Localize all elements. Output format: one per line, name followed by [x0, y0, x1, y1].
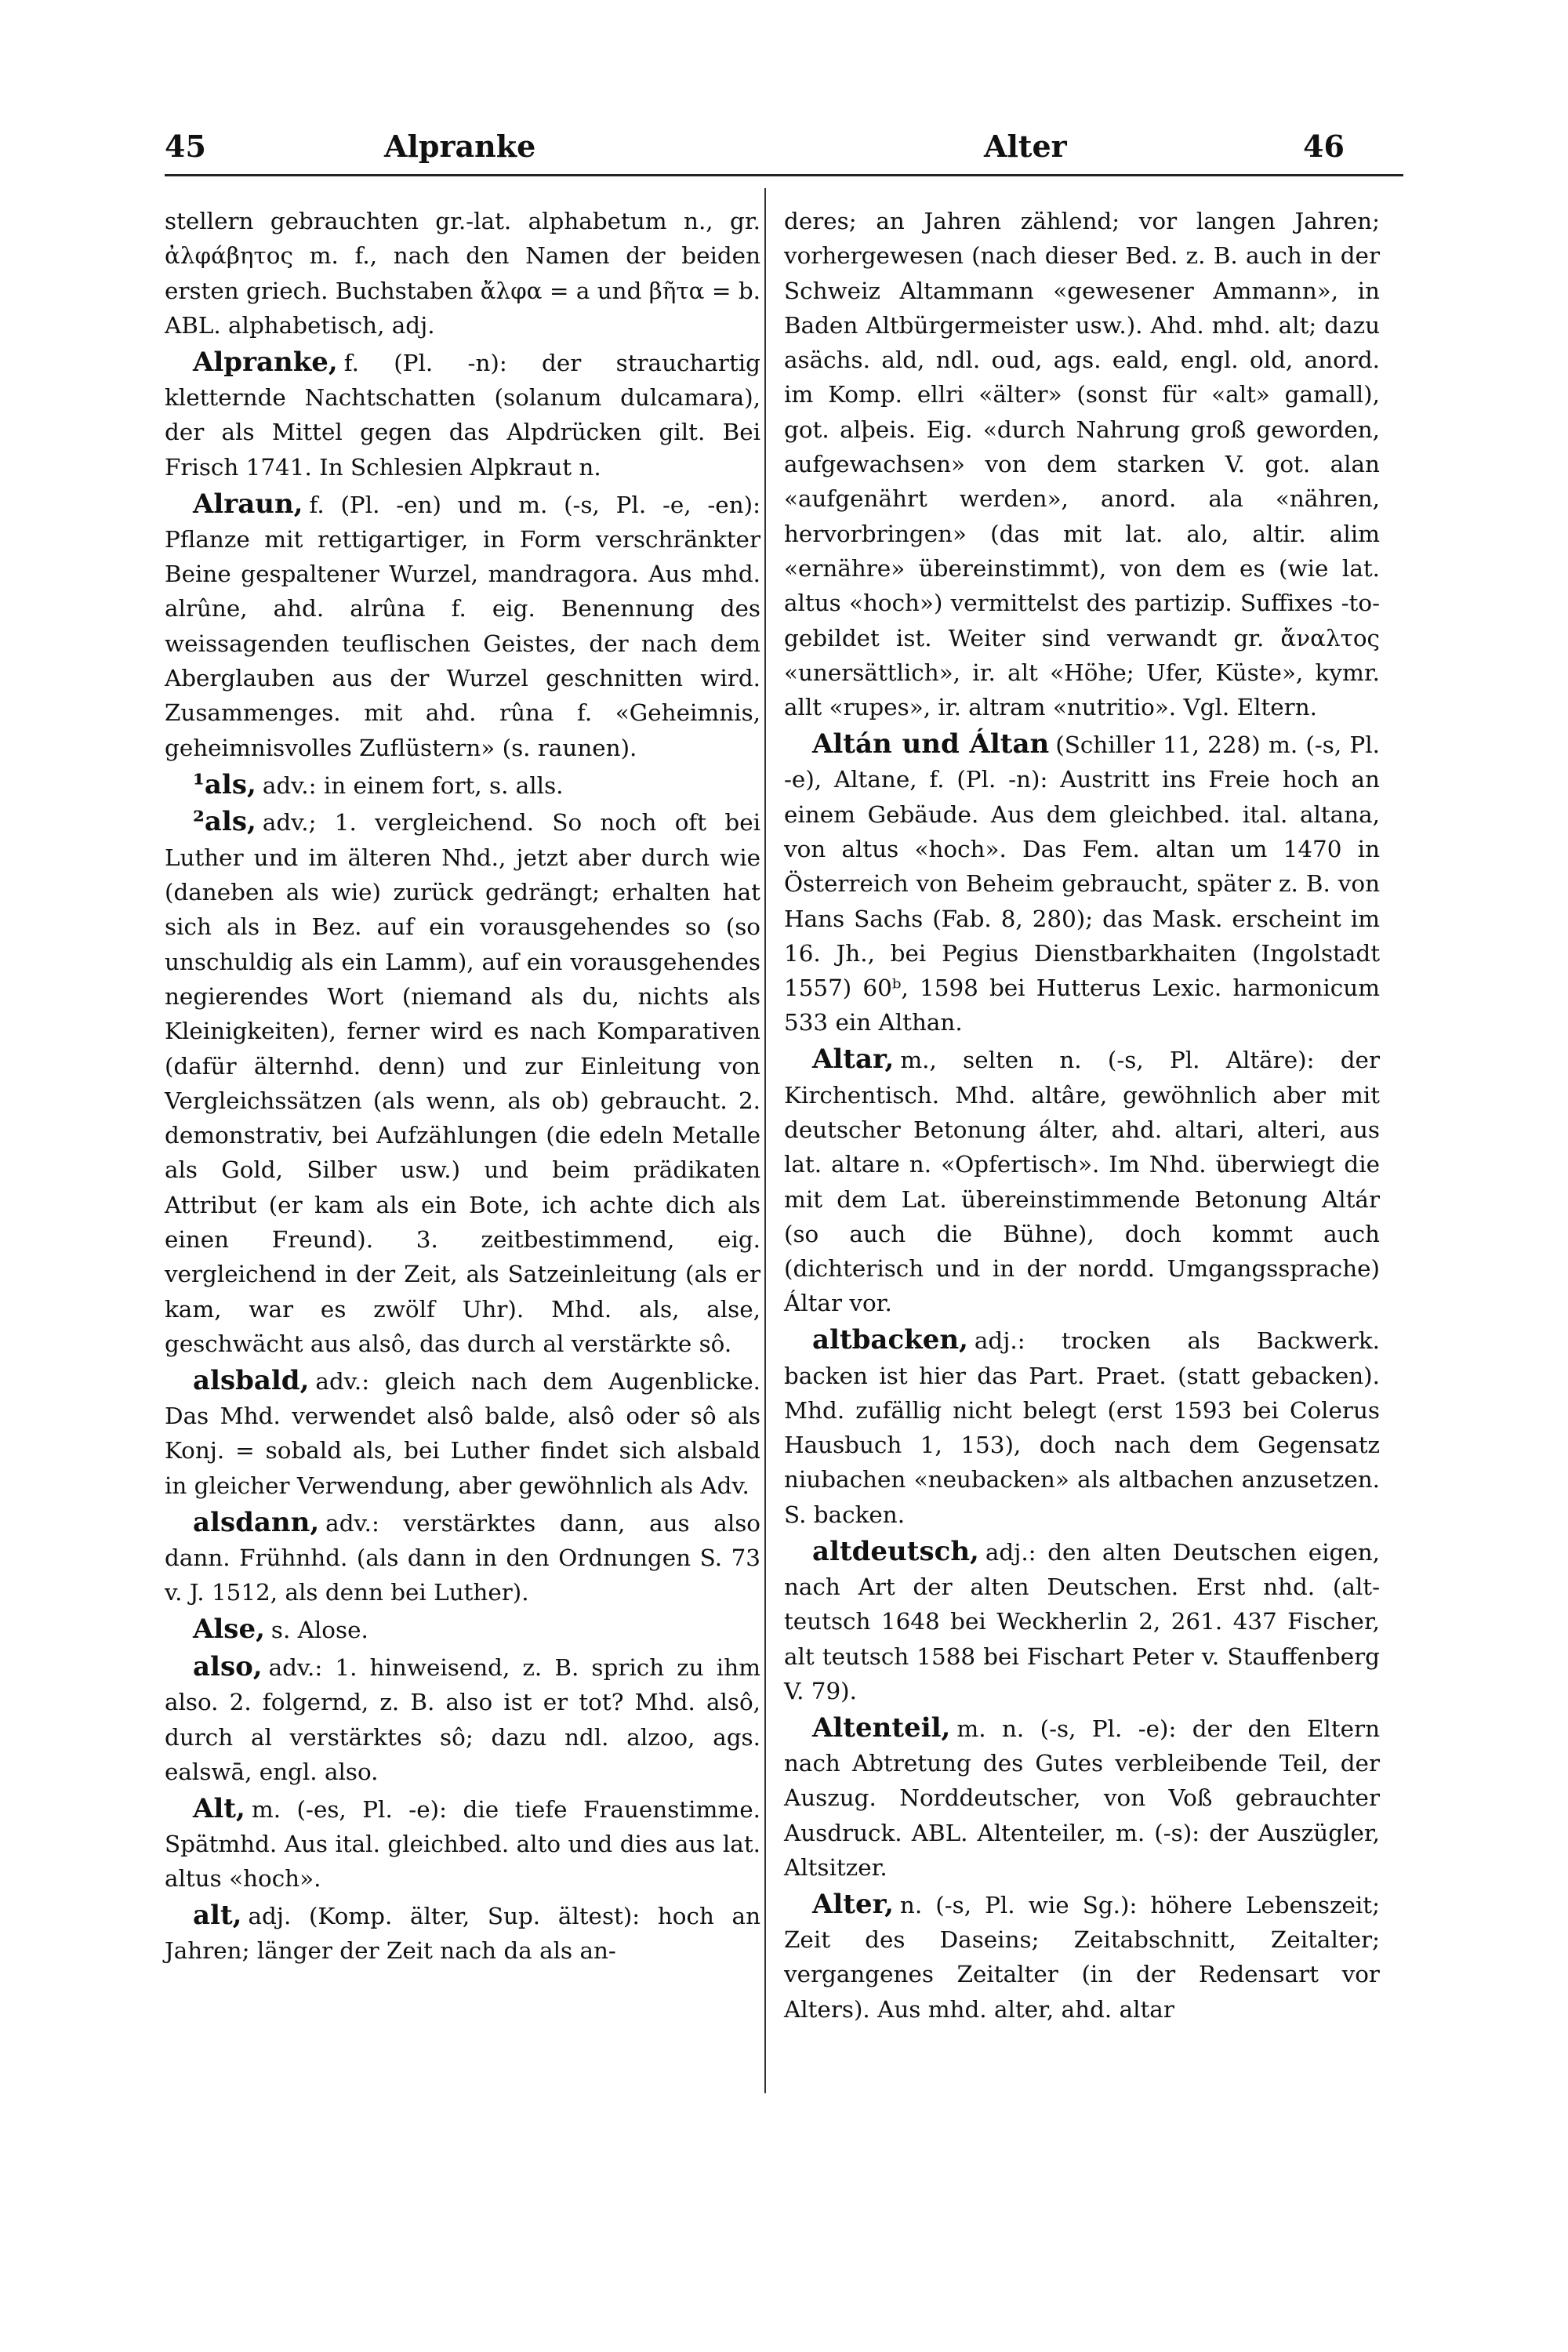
dictionary-entry [784, 727, 1380, 1040]
entry-headword: Altar, [812, 1044, 895, 1076]
dictionary-entry [784, 1042, 1380, 1320]
entry-headword: also, [193, 1650, 263, 1682]
dictionary-entry [784, 1323, 1380, 1532]
left-running-head: Alpranke [384, 129, 536, 164]
entry-text: (Schiller 11, 228) m. (-s, Pl. -e), Altane, f. (Pl. -n): Austritt ins Freie hoch an einem Gebäude. Aus dem gleichbed. ital. altana, von altus «hoch». Das Fem. altan um 1470 in Österreich von Beheim gebraucht, später z. B. von Hans Sachs (Fab. 8, 280); das Mask. erscheint im 16. Jh., bei Pegius Dienstbarkhaiten (Ingolstadt 1557) 60ᵇ, 1598 bei Hutterus Lexic. harmonicum 533 ein Althan. [784, 731, 1381, 1036]
dictionary-entry [165, 487, 760, 765]
entry-text: adv.: in einem fort, s. alls. [262, 771, 564, 799]
entry-text: f. (Pl. -en) und m. (-s, Pl. -e, -en): Pflanze mit rettigartiger, in Form verschränkter Beine gespaltener Wurzel, mandragora. Aus mhd. alrûne, ahd. alrûna f. eig. Benennung des weissagenden teuflischen Geistes, der nach dem Aberglauben aus der Wurzel geschnitten wird. Zusammenges. mit ahd. rûna f. «Geheimnis, geheimnisvolles Zuflüstern» (s. raunen). [165, 491, 760, 761]
dictionary-entry [784, 204, 1380, 724]
dictionary-entry [165, 1898, 760, 1969]
entry-text: m., selten n. (-s, Pl. Altäre): der Kirchentisch. Mhd. altâre, gewöhnlich aber mit deutscher Betonung álter, ahd. altari, alteri, aus lat. altare n. «Opfertisch». Im Nhd. überwiegt die mit dem Lat. übereinstimmende Betonung Altár (so auch die Bühne), doch kommt auch (dichterisch und in der nordd. Umgangssprache) Áltar vor. [784, 1047, 1380, 1317]
right-column [784, 204, 1380, 2029]
entry-headword: altbacken, [812, 1324, 968, 1356]
entry-headword: alsbald, [193, 1364, 310, 1396]
entry-headword: Altán und Áltan [812, 728, 1050, 760]
entry-headword: altdeutsch, [812, 1535, 979, 1567]
entry-text: adv.: gleich nach dem Augenblicke. Das Mhd. verwendet alsô balde, alsô oder sô als Konj. = sobald als, bei Luther findet sich alsbald in gleicher Verwendung, aber gewöhnlich als Adv. [165, 1367, 760, 1499]
entry-text: s. Alose. [270, 1617, 368, 1644]
dictionary-entry [165, 1505, 760, 1610]
dictionary-entry [784, 1887, 1380, 2027]
header-rule [165, 174, 1403, 176]
dictionary-entry [165, 1791, 760, 1896]
dictionary-entry [165, 345, 760, 485]
left-column [165, 204, 760, 1970]
column-divider [764, 188, 766, 2093]
entry-text: adj.: trocken als Backwerk. backen ist hier das Part. Praet. (statt gebacken). Mhd. zufällig nicht belegt (erst 1593 bei Colerus Hausbuch 1, 153), doch nach dem Gegensatz niubachen «neubacken» als altbachen anzusetzen. S. backen. [784, 1327, 1380, 1528]
dictionary-entry [784, 1711, 1380, 1885]
entry-text: adv.: verstärktes dann, aus also dann. Frühnhd. (als dann in den Ordnungen S. 73 v. J. 1512, als denn bei Luther). [165, 1509, 760, 1606]
entry-headword: Alpranke, [193, 346, 338, 378]
dictionary-entry [165, 804, 760, 1361]
left-page-number: 45 [165, 129, 206, 164]
dictionary-entry [784, 1534, 1380, 1708]
entry-text: f. (Pl. -n): der strauchartig kletternde Nachtschatten (solanum dulcamara), der als Mittel gegen das Alpdrücken gilt. Bei Frisch 1741. In Schlesien Alpkraut n. [165, 349, 760, 481]
entry-text: m. (-es, Pl. -e): die tiefe Frauenstimme. Spätmhd. Aus ital. gleichbed. alto und dies aus lat. altus «hoch». [165, 1795, 760, 1893]
entry-text: deres; an Jahren zählend; vor langen Jahren; vorhergewesen (nach dieser Bed. z. B. auch in der Schweiz Altammann «gewesener Ammann», in Baden Altbürgermeister usw.). Ahd. mhd. alt; dazu asächs. ald, ndl. oud, ags. eald, engl. old, anord. im Komp. ellri «älter» (sonst für «alt» gamall), got. alþeis. Eig. «durch Nahrung groß geworden, aufgewachsen» von dem starken V. got. alan «aufgenährt werden», anord. ala «nähren, hervorbringen» (das mit lat. alo, altir. alim «ernähre» übereinstimmt), von dem es (wie lat. altus «hoch») vermittelst des partizip. Suffixes -to- gebildet ist. Weiter sind verwandt gr. ἄναλτος «unersättlich», ir. alt «Höhe; Ufer, Küste», kymr. allt «rupes», ir. altram «nutritio». Vgl. Eltern. [784, 208, 1380, 721]
entry-headword: Alse, [193, 1613, 265, 1646]
right-page-number: 46 [1303, 129, 1345, 164]
dictionary-entry [165, 1363, 760, 1503]
dictionary-entry [165, 1650, 760, 1789]
entry-headword: ¹als, [193, 768, 256, 800]
entry-headword: alsdann, [193, 1506, 320, 1538]
dictionary-entry [165, 768, 760, 803]
entry-headword: Altenteil, [812, 1711, 951, 1744]
right-running-head: Alter [984, 129, 1067, 164]
dictionary-entry [165, 1612, 760, 1647]
entry-text: n. (-s, Pl. wie Sg.): höhere Lebenszeit; Zeit des Daseins; Zeitabschnitt, Zeitalter; vergangenes Zeitalter (in der Redensart vor Alters). Aus mhd. alter, ahd. altar [784, 1891, 1380, 2023]
entry-text: adj. (Komp. älter, Sup. ältest): hoch an Jahren; länger der Zeit nach da als an- [165, 1903, 760, 1965]
entry-headword: ²als, [193, 806, 256, 838]
entry-text: adj.: den alten Deutschen eigen, nach Art der alten Deutschen. Erst nhd. (alt-teutsch 1648 bei Weckherlin 2, 261. 437 Fischer, alt teutsch 1588 bei Fischart Peter v. Stauffenberg V. 79). [784, 1538, 1380, 1704]
entry-headword: Alter, [812, 1888, 894, 1920]
entry-headword: alt, [193, 1900, 242, 1932]
entry-text: adv.; 1. vergleichend. So noch oft bei Luther und im älteren Nhd., jetzt aber durch wie (daneben als wie) zurück gedrängt; erhalten hat sich als in Bez. auf ein vorausgehendes so (so unschuldig als ein Lamm), auf ein vorausgehendes negierendes Wort (niemand als du, nichts als Kleinigkeiten), ferner wird es nach Komparativen (dafür älternhd. denn) und zur Einleitung von Vergleichssätzen (als wenn, als ob) gebraucht. 2. demonstrativ, bei Aufzählungen (die edeln Metalle als Gold, Silber usw.) und beim prädikaten Attribut (er kam als ein Bote, ich achte dich als einen Freund). 3. zeitbestimmend, eig. vergleichend in der Zeit, als Satzeinleitung (als er kam, war es zwölf Uhr). Mhd. als, alse, geschwächt aus alsô, das durch al verstärkte sô. [165, 809, 760, 1357]
entry-text: m. n. (-s, Pl. -e): der den Eltern nach Abtretung des Gutes verbleibende Teil, der Auszug. Norddeutscher, von Voß gebrauchter Ausdruck. ABL. Altenteiler, m. (-s): der Auszügler, Altsitzer. [784, 1715, 1380, 1881]
entry-text: stellern gebrauchten gr.-lat. alphabetum n., gr. ἀλφάβητος m. f., nach den Namen der beiden ersten griech. Buchstaben ἄλφα = a und βῆτα = b. ABL. alphabetisch, adj. [165, 208, 760, 339]
dictionary-entry [165, 204, 760, 343]
entry-text: adv.: 1. hinweisend, z. B. sprich zu ihm also. 2. folgernd, z. B. also ist er tot? Mhd. alsô, durch al verstärktes sô; dazu ndl. alzoo, ags. ealswā, engl. also. [165, 1653, 760, 1785]
entry-headword: Alt, [193, 1792, 245, 1824]
entry-headword: Alraun, [193, 488, 303, 520]
